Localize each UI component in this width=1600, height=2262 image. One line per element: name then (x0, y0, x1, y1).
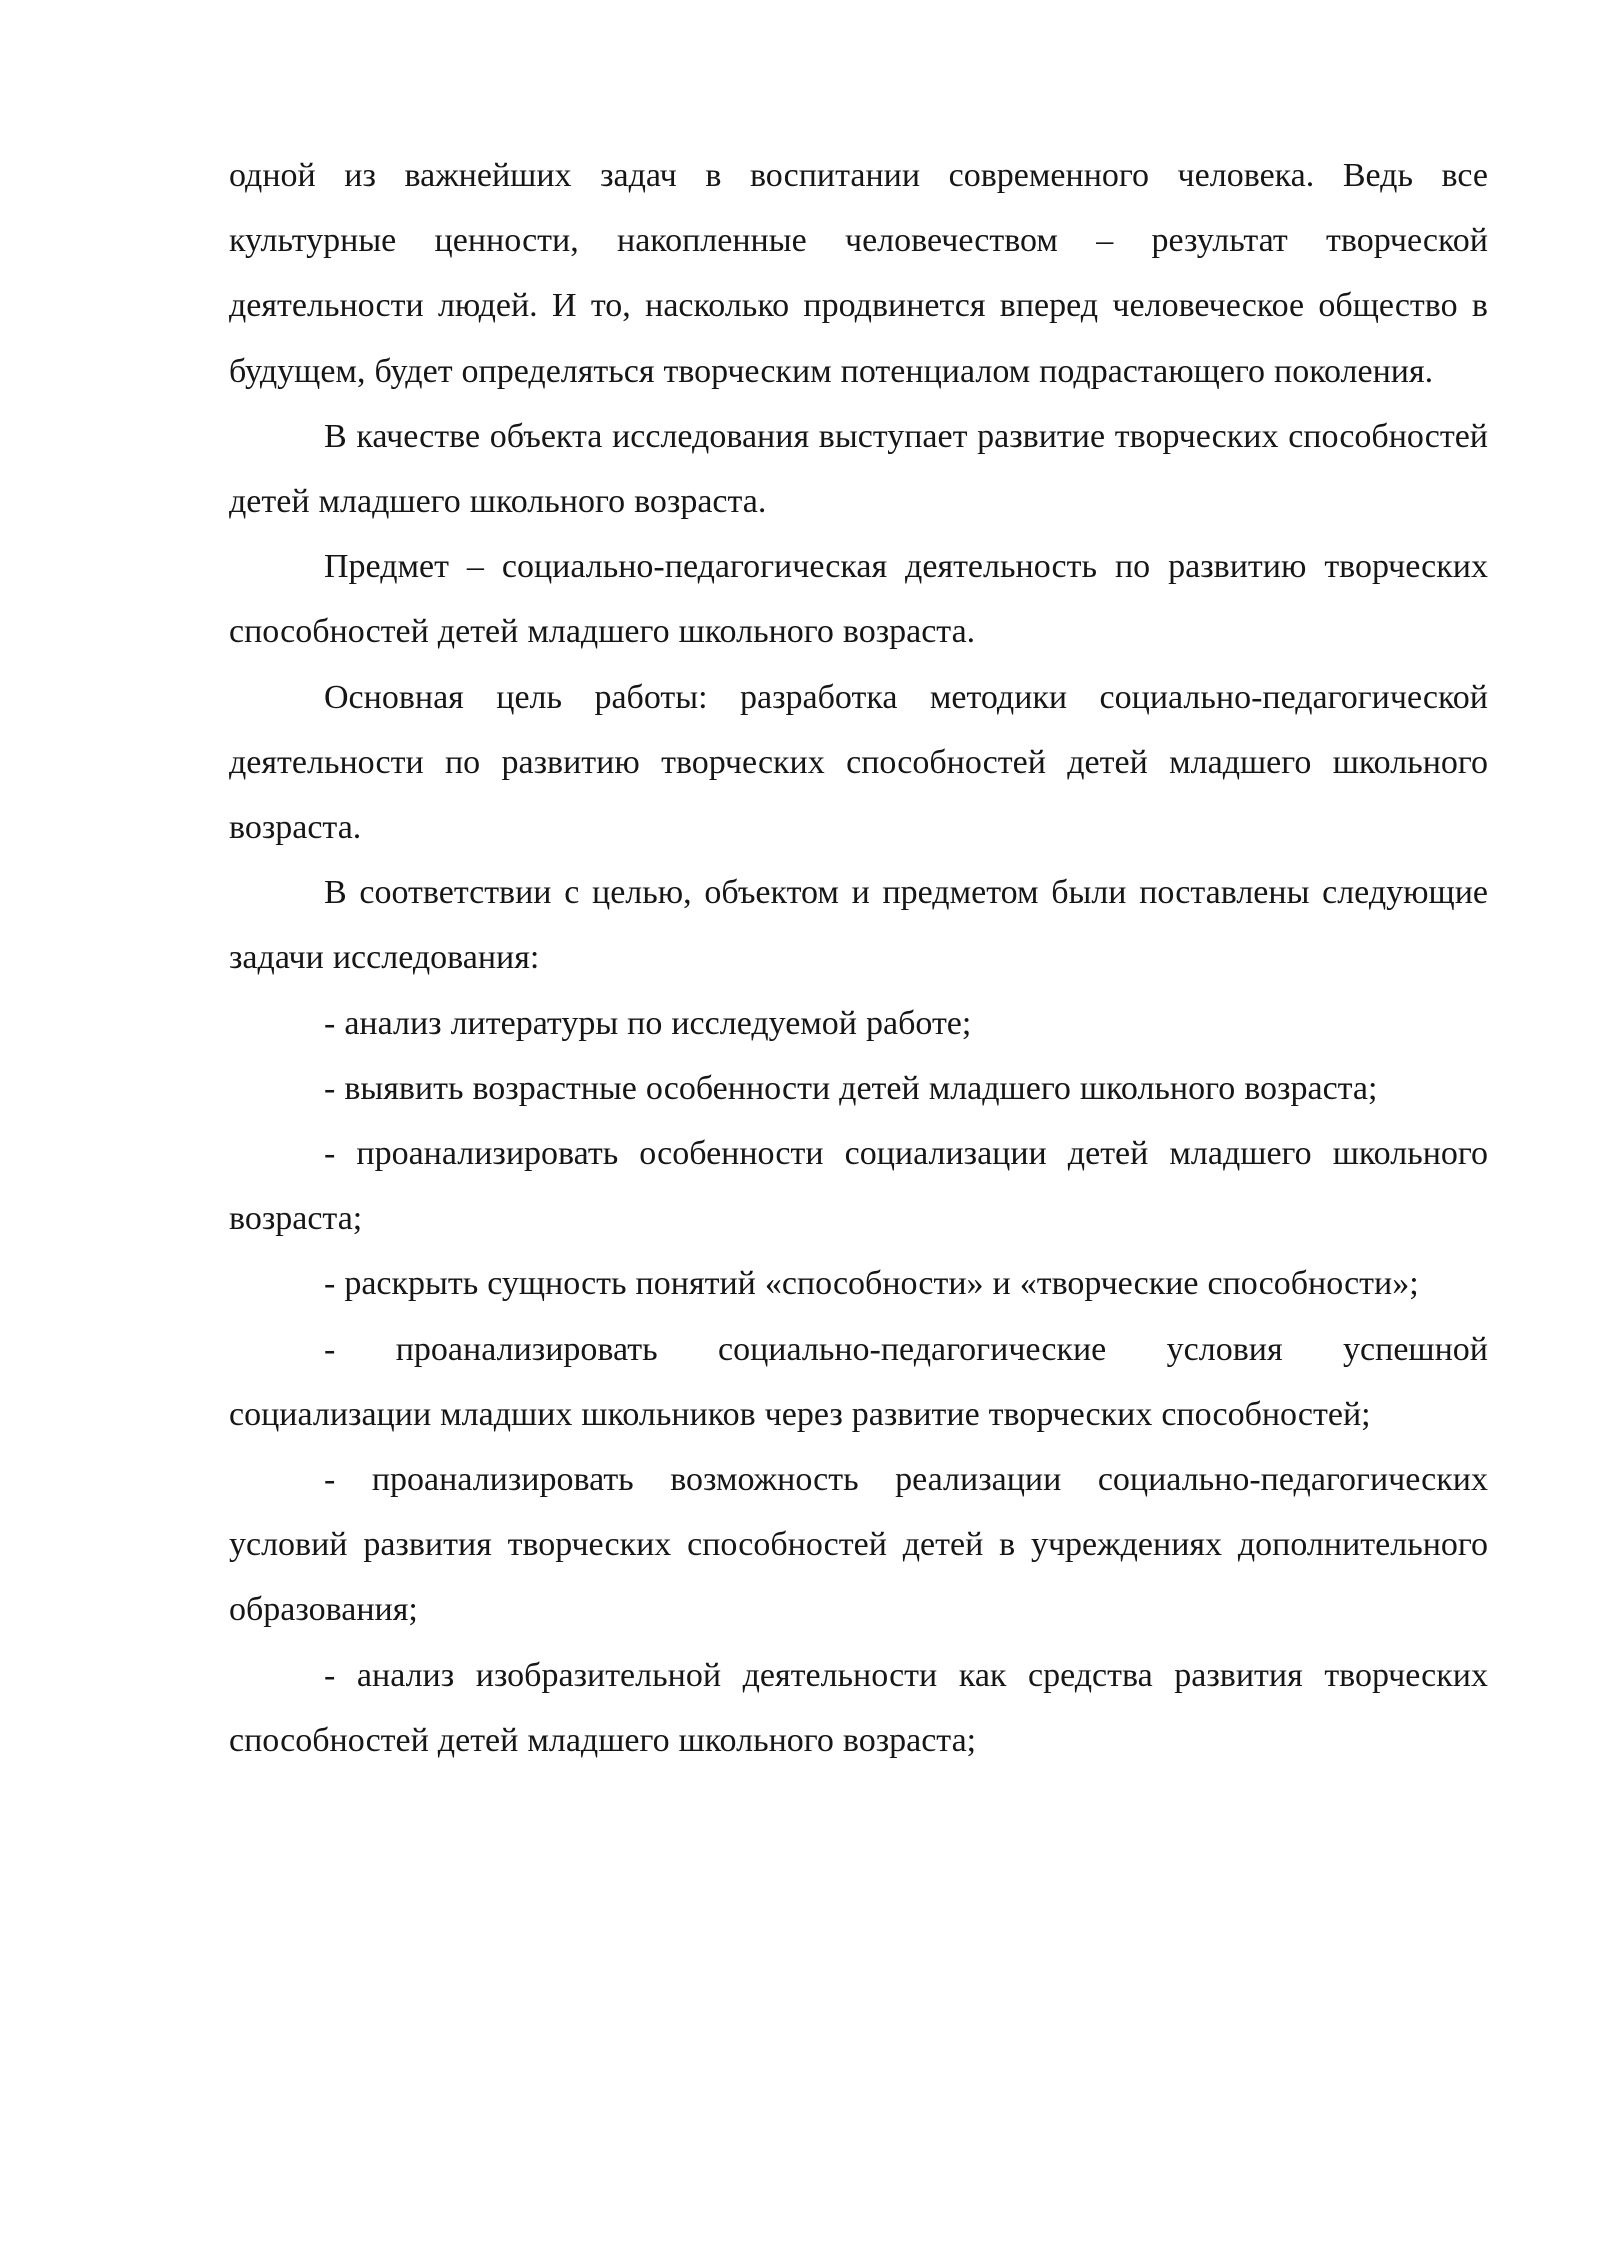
paragraph-tasks-intro: В соответствии с целью, объектом и предметом были поставлены следующие задачи исследования: (229, 874, 1488, 977)
task-item-social-pedagogical-conditions: - проанализировать социально-педагогические условия успешной социализации младших школьников через развитие творческих способностей; (229, 1330, 1488, 1433)
paragraph-continuation: одной из важнейших задач в воспитании современного человека. Ведь все культурные ценности, накопленные человечеством – результат творческой деятельности людей. И то, насколько продвинется вперед человеческое общество в будущем, будет определяться творческим потенциалом подрастающего поколения. (229, 157, 1488, 390)
task-item-additional-education: - проанализировать возможность реализации социально-педагогических условий развития творческих способностей детей в учреждениях дополнительного образования; (229, 1461, 1488, 1629)
document-body (229, 143, 1488, 1773)
task-item-concepts: - раскрыть сущность понятий «способности» и «творческие способности»; (324, 1265, 1419, 1303)
task-item-socialization-features: - проанализировать особенности социализации детей младшего школьного возраста; (229, 1135, 1488, 1238)
task-item-literature-analysis: - анализ литературы по исследуемой работе; (324, 1004, 972, 1042)
paragraph-research-subject: Предмет – социально-педагогическая деятельность по развитию творческих способностей детей младшего школьного возраста. (229, 548, 1488, 651)
paragraph-main-goal: Основная цель работы: разработка методики социально-педагогической деятельности по развитию творческих способностей детей младшего школьного возраста. (229, 678, 1488, 847)
task-item-age-features: - выявить возрастные особенности детей младшего школьного возраста; (324, 1069, 1378, 1107)
paragraph-research-object: В качестве объекта исследования выступает развитие творческих способностей детей младшего школьного возраста. (229, 417, 1488, 521)
task-item-visual-activity: - анализ изобразительной деятельности как средства развития творческих способностей детей младшего школьного возраста; (229, 1656, 1488, 1759)
